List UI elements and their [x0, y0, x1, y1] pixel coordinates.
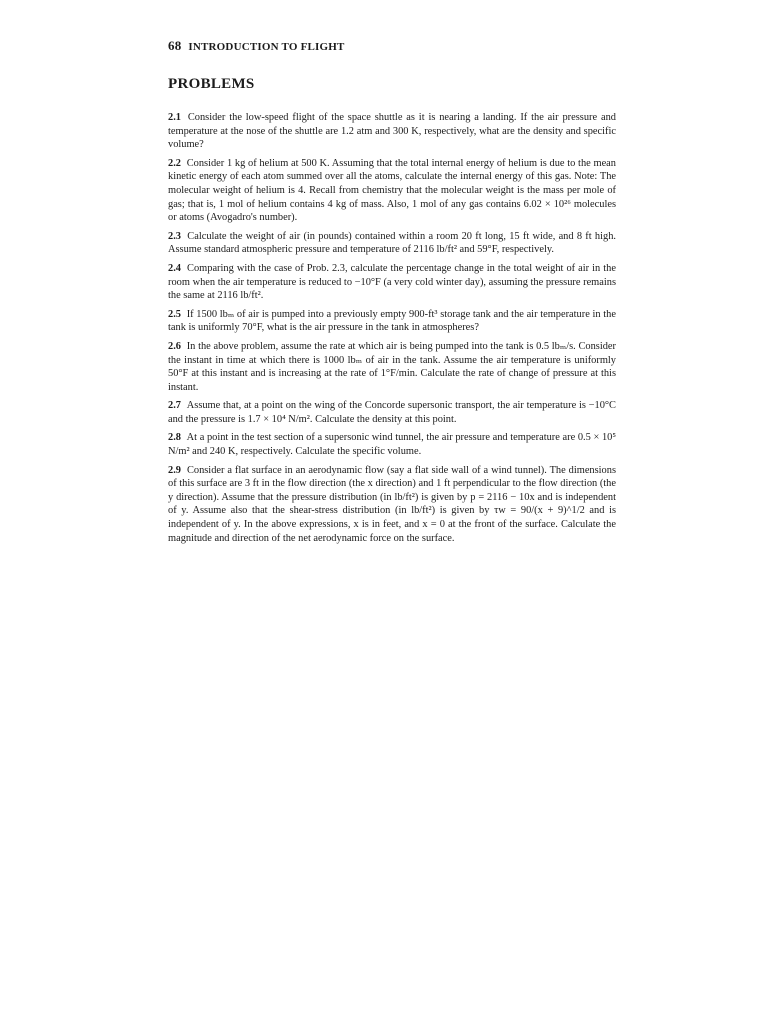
- problem-text: Comparing with the case of Prob. 2.3, calculate the percentage change in the total weight of air in the room when the air temperature is reduced to −10°F (a very cold winter day), assuming the pressure remains the same at 2116 lb/ft².: [168, 262, 616, 302]
- problem-number: 2.2: [168, 157, 181, 169]
- problem-text: Calculate the weight of air (in pounds) contained within a room 20 ft long, 15 ft wide, and 8 ft high. Assume standard atmospheric pressure and temperature of 2116 lb/ft² and 59°F, respectively.: [168, 230, 616, 256]
- running-title: INTRODUCTION TO FLIGHT: [188, 41, 345, 53]
- problem-text: Consider a flat surface in an aerodynamic flow (say a flat side wall of a wind tunnel). The dimensions of this surface are 3 ft in the flow direction (the x direction) and 1 ft perpendicular to the flow direction (the y direction). Assume that the pressure distribution (in lb/ft²) is given by p = 2116 − 10x and is independent of y. Assume also that the shear-stress distribution (in lb/ft²) is given by τw = 90/(x + 9)^1/2 and is independent of y. In the above expressions, x is in feet, and x = 0 at the front of the surface. Calculate the magnitude and direction of the net aerodynamic force on the surface.: [168, 464, 616, 544]
- problem-2-1: [168, 111, 616, 152]
- problem-list: [168, 111, 616, 545]
- problem-2-9: [168, 464, 616, 546]
- problem-number: 2.7: [168, 400, 181, 412]
- problem-number: 2.5: [168, 308, 181, 320]
- problem-number: 2.8: [168, 432, 181, 444]
- problem-number: 2.3: [168, 230, 181, 242]
- problem-number: 2.4: [168, 262, 181, 274]
- problem-2-3: [168, 230, 616, 257]
- problem-text: In the above problem, assume the rate at which air is being pumped into the tank is 0.5 lbₘ/s. Consider the instant in time at which there is 1000 lbₘ of air in the tank. Assume the air temperature is uniformly 50°F at this instant and is increasing at the rate of 1°F/min. Calculate the rate of change of pressure at this instant.: [168, 340, 616, 393]
- problem-number: 2.9: [168, 464, 181, 476]
- section-title: PROBLEMS: [168, 76, 255, 92]
- problem-text: If 1500 lbₘ of air is pumped into a previously empty 900-ft³ storage tank and the air temperature in the tank is uniformly 70°F, what is the air pressure in the tank in atmospheres?: [168, 308, 616, 334]
- problem-text: Assume that, at a point on the wing of the Concorde supersonic transport, the air temperature is −10°C and the pressure is 1.7 × 10⁴ N/m². Calculate the density at this point.: [168, 400, 616, 425]
- problem-2-5: [168, 308, 616, 335]
- problem-2-2: [168, 157, 616, 225]
- problem-text: At a point in the test section of a supersonic wind tunnel, the air pressure and temperature are 0.5 × 10⁵ N/m² and 240 K, respectively. Calculate the specific volume.: [168, 432, 616, 458]
- document-page: [168, 38, 616, 550]
- problem-text: Consider the low-speed flight of the space shuttle as it is nearing a landing. If the air pressure and temperature at the nose of the shuttle are 1.2 atm and 300 K, respectively, what are the density and specific volume?: [168, 112, 616, 151]
- problem-2-7: [168, 399, 616, 426]
- problem-2-8: [168, 431, 616, 458]
- problem-number: 2.6: [168, 340, 181, 352]
- problem-number: 2.1: [168, 112, 181, 123]
- problem-2-6: [168, 340, 616, 394]
- problem-2-4: [168, 262, 616, 303]
- running-header: [168, 38, 616, 54]
- problem-text: Consider 1 kg of helium at 500 K. Assuming that the total internal energy of helium is due to the mean kinetic energy of each atom summed over all the atoms, calculate the internal energy of this gas. Note: The molecular weight of helium is 4. Recall from chemistry that the molecular weight is the mass per mole of gas; that is, 1 mol of helium contains 4 kg of mass. Also, 1 mol of any gas contains 6.02 × 10²⁶ molecules or atoms (Avogadro's number).: [168, 157, 616, 224]
- page-number: 68: [168, 38, 182, 53]
